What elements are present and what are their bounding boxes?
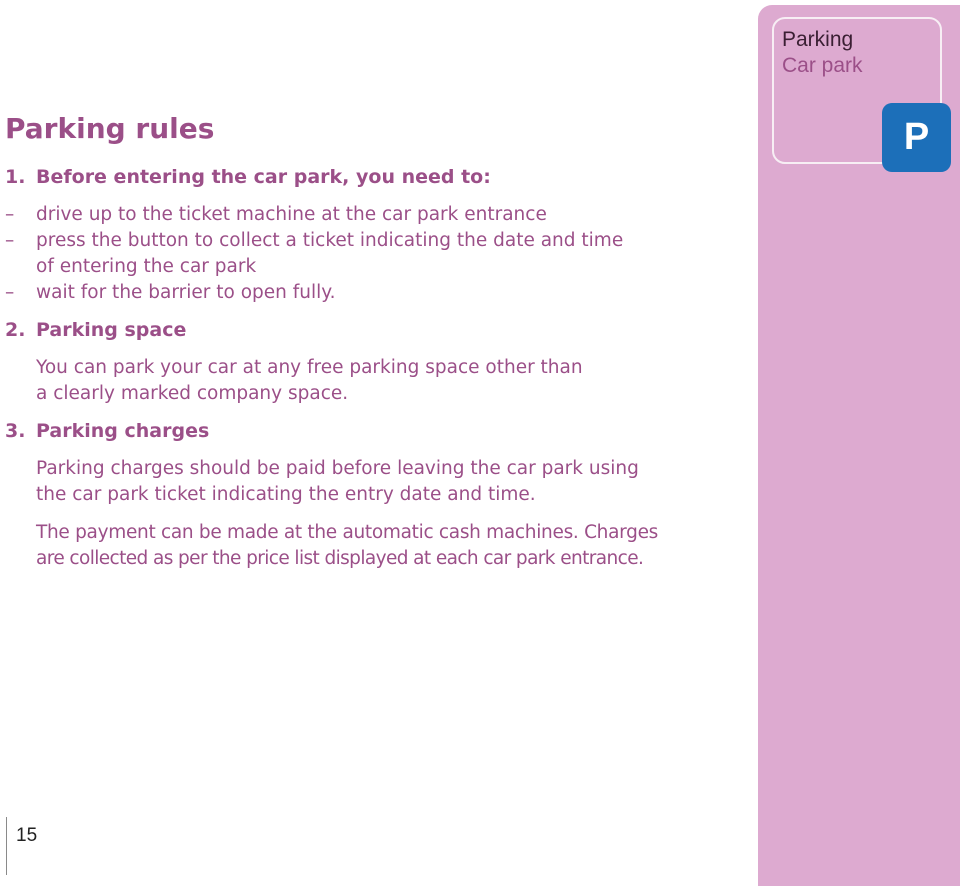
paragraph-line: You can park your car at any free parking space other than <box>36 357 583 378</box>
paragraph-line: Parking charges should be paid before leaving the car park using <box>36 458 639 479</box>
dash-marker: – <box>5 230 15 251</box>
list-item-text: press the button to collect a ticket indicating the date and time <box>36 230 624 251</box>
page-title: Parking rules <box>5 112 215 145</box>
paragraph-line: a clearly marked company space. <box>36 383 349 404</box>
dash-marker: – <box>5 204 15 225</box>
section-number: 1. <box>5 166 26 188</box>
chapter-title: Parking <box>782 28 854 51</box>
section-title: Parking space <box>36 319 187 341</box>
section-title: Parking charges <box>36 420 210 442</box>
page-number: 15 <box>16 825 38 846</box>
paragraph-line: the car park ticket indicating the entry date and time. <box>36 484 536 505</box>
list-item <box>5 280 336 306</box>
paragraph-line: are collected as per the price list displayed at each car park entrance. <box>36 548 644 569</box>
list-item-text: wait for the barrier to open fully. <box>36 282 336 303</box>
list-item <box>5 228 623 254</box>
section-number: 3. <box>5 420 26 442</box>
section-title: Before entering the car park, you need to: <box>36 166 491 188</box>
dash-marker: – <box>5 282 15 303</box>
list-item-continuation: of entering the car park <box>36 256 257 277</box>
section-heading-1 <box>5 164 491 190</box>
chapter-sidebar <box>758 5 960 886</box>
section-heading-2 <box>5 317 186 343</box>
page-number-rule <box>6 817 7 875</box>
chapter-subtitle: Car park <box>782 54 863 77</box>
paragraph-line: The payment can be made at the automatic cash machines. Charges <box>36 522 658 543</box>
section-number: 2. <box>5 319 26 341</box>
section-heading-3 <box>5 418 209 444</box>
list-item <box>5 202 547 228</box>
parking-icon: P <box>882 103 951 172</box>
list-item-text: drive up to the ticket machine at the car park entrance <box>36 204 547 225</box>
